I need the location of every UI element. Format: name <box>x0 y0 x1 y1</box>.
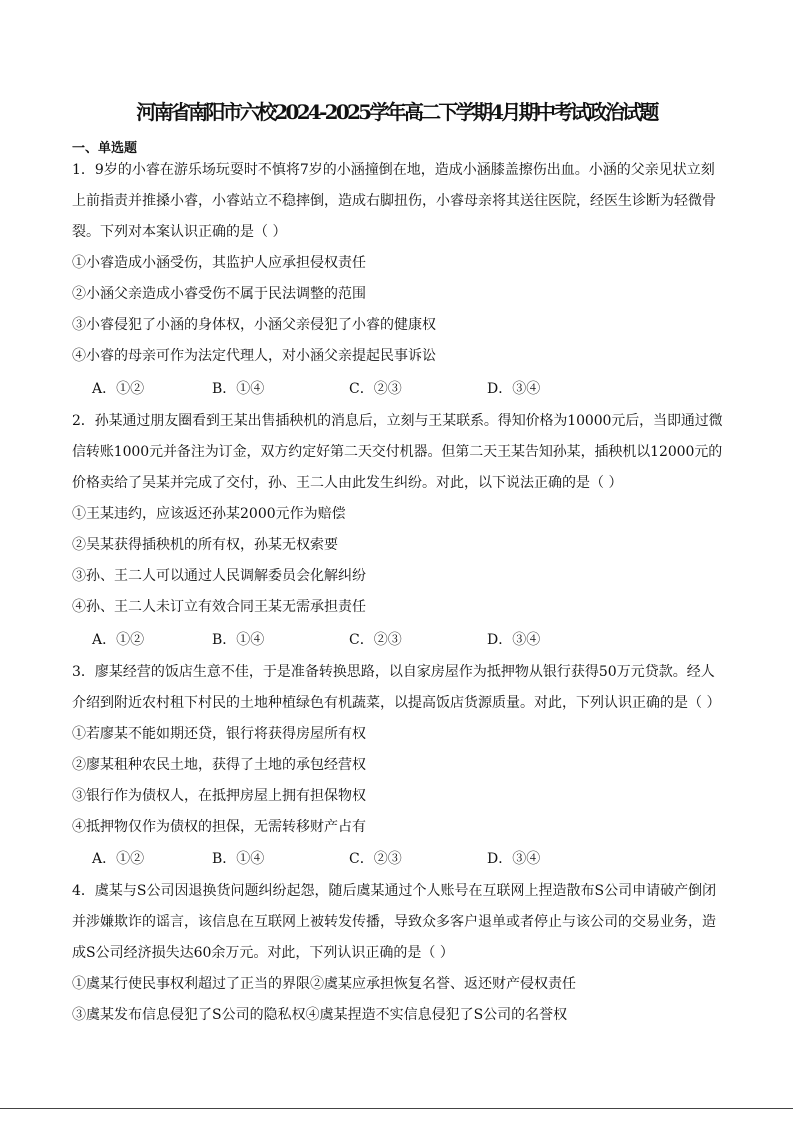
question-1-option-b: B．①④ <box>212 381 265 397</box>
question-1-item-2: ②小涵父亲造成小睿受伤不属于民法调整的范围 <box>72 286 366 302</box>
question-2-stem-line-1: 2．孙某通过朋友圈看到王某出售插秧机的消息后，立刻与王某联系。得知价格为10000元后，当即通过微 <box>72 413 723 429</box>
question-3-option-b: B．①④ <box>212 851 265 867</box>
question-2-stem-line-3: 价格卖给了吴某并完成了交付，孙、王二人由此发生纠纷。对此，以下说法正确的是（ ） <box>72 475 623 491</box>
question-3-stem-line-1: 3．廖某经营的饭店生意不佳，于是准备转换思路，以自家房屋作为抵押物从银行获得50万元贷款。经人 <box>72 664 715 680</box>
section-heading: 一、单选题 <box>72 141 138 156</box>
question-1-item-1: ①小睿造成小涵受伤，其监护人应承担侵权责任 <box>72 255 366 271</box>
question-3-option-a: A．①② <box>92 851 145 867</box>
question-2-option-c: C．②③ <box>349 632 402 648</box>
question-4-stem-line-2: 并涉嫌欺诈的谣言，该信息在互联网上被转发传播，导致众多客户退单或者停止与该公司的交易业务，造 <box>72 914 716 930</box>
page-title: 河南省南阳市六校2024-2025学年高二下学期4月期中考试政治试题 <box>136 100 657 124</box>
question-3-option-c: C．②③ <box>349 851 402 867</box>
question-1-option-d: D．③④ <box>487 381 541 397</box>
question-4-item-2: ③虞某发布信息侵犯了S公司的隐私权④虞某捏造不实信息侵犯了S公司的名誉权 <box>72 1007 568 1023</box>
question-4-stem-line-3: 成S公司经济损失达60余万元。对此，下列认识正确的是（ ） <box>72 945 454 961</box>
question-2-item-4: ④孙、王二人未订立有效合同王某无需承担责任 <box>72 599 366 615</box>
question-2-option-a: A．①② <box>92 632 145 648</box>
question-3-item-2: ②廖某租种农民土地，获得了土地的承包经营权 <box>72 757 366 773</box>
question-2-item-3: ③孙、王二人可以通过人民调解委员会化解纠纷 <box>72 568 366 584</box>
question-1-option-a: A．①② <box>92 381 145 397</box>
question-3-item-1: ①若廖某不能如期还贷，银行将获得房屋所有权 <box>72 726 366 742</box>
question-1-stem-line-3: 裂。下列对本案认识正确的是（ ） <box>72 224 287 240</box>
question-2-item-2: ②吴某获得插秧机的所有权，孙某无权索要 <box>72 537 338 553</box>
question-4-item-1: ①虞某行使民事权利超过了正当的界限②虞某应承担恢复名誉、返还财产侵权责任 <box>72 976 576 992</box>
question-1-item-4: ④小睿的母亲可作为法定代理人，对小涵父亲提起民事诉讼 <box>72 348 436 364</box>
question-3-item-4: ④抵押物仅作为债权的担保，无需转移财产占有 <box>72 819 366 835</box>
page-bottom-rule <box>0 1108 793 1109</box>
question-3-option-d: D．③④ <box>487 851 541 867</box>
question-3-item-3: ③银行作为债权人，在抵押房屋上拥有担保物权 <box>72 788 366 804</box>
question-4-stem-line-1: 4．虞某与S公司因退换货问题纠纷起怨，随后虞某通过个人账号在互联网上捏造散布S公司申请破产倒闭 <box>72 883 717 899</box>
question-2-option-d: D．③④ <box>487 632 541 648</box>
question-2-item-1: ①王某违约，应该返还孙某2000元作为赔偿 <box>72 506 346 522</box>
question-1-option-c: C．②③ <box>349 381 402 397</box>
question-2-option-b: B．①④ <box>212 632 265 648</box>
question-3-stem-line-2: 介绍到附近农村租下村民的土地种植绿色有机蔬菜，以提高饭店货源质量。对此，下列认识正确的是（ ） <box>72 695 721 711</box>
question-2-stem-line-2: 信转账1000元并备注为订金，双方约定好第二天交付机器。但第二天王某告知孙某，插秧机以12000元的 <box>72 444 723 460</box>
question-1-item-3: ③小睿侵犯了小涵的身体权，小涵父亲侵犯了小睿的健康权 <box>72 317 436 333</box>
question-1-stem-line-2: 上前指责并推搡小睿，小睿站立不稳摔倒，造成右脚扭伤，小睿母亲将其送往医院，经医生诊断为轻微骨 <box>72 193 716 209</box>
question-1-stem-line-1: 1．9岁的小睿在游乐场玩耍时不慎将7岁的小涵撞倒在地，造成小涵膝盖擦伤出血。小涵的父亲见状立刻 <box>72 162 715 178</box>
